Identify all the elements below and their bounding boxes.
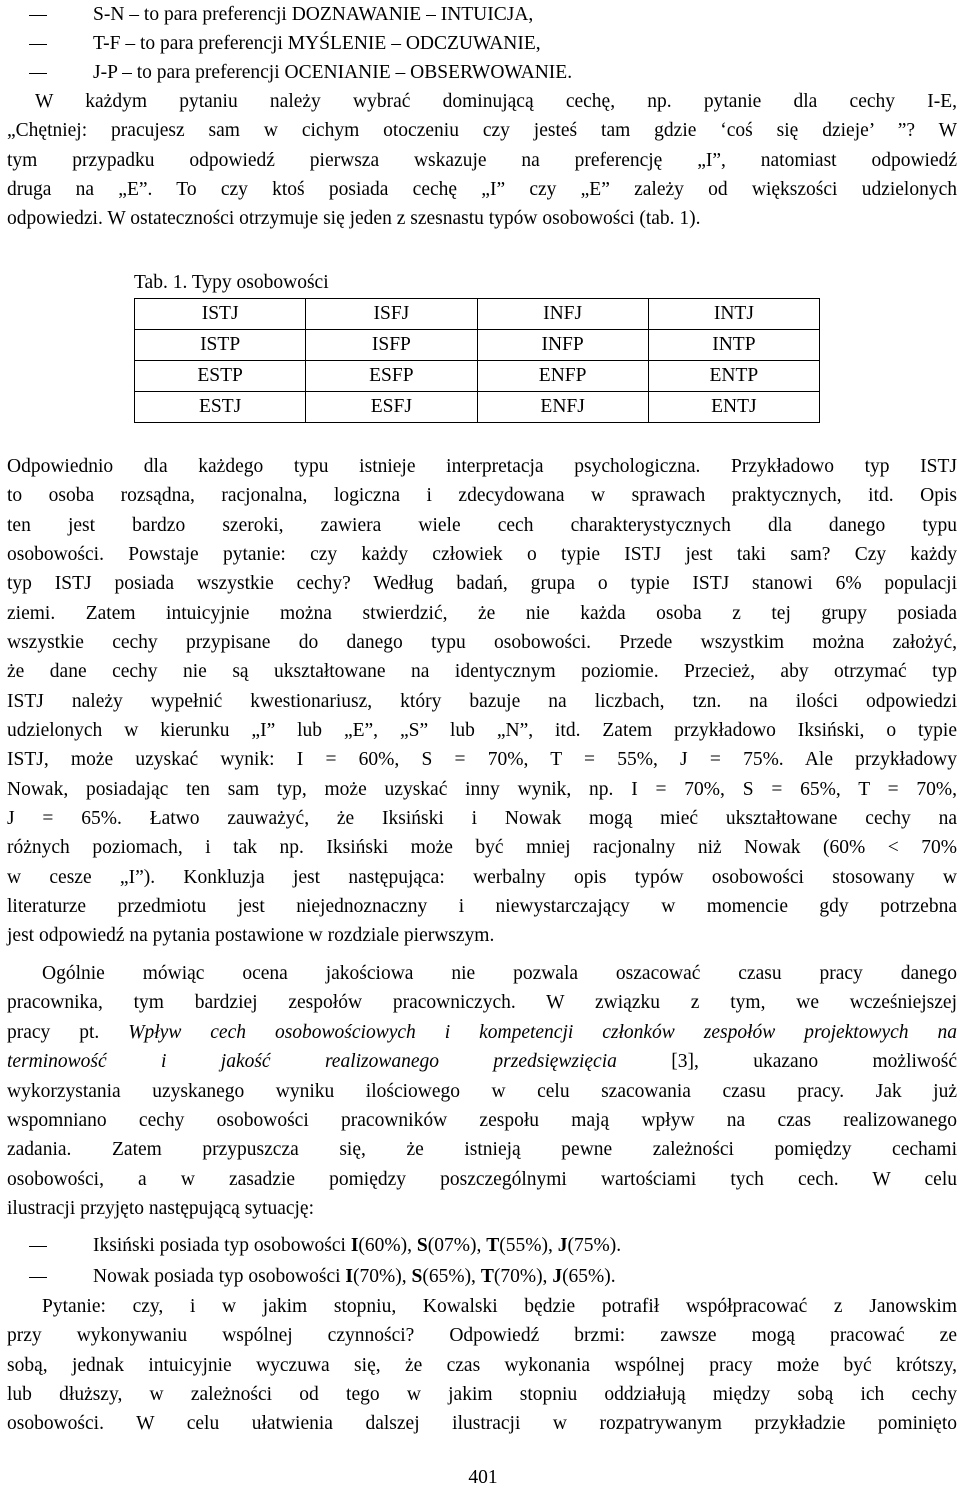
paragraph-text: pracy pt. — [7, 1022, 129, 1043]
dash-bullet — [7, 58, 67, 88]
paragraph-line: odpowiedzi. W ostateczności otrzymuje się jeden z szesnastu typów osobowości (tab. 1). — [7, 208, 701, 229]
bold-trait-letter: T — [480, 1266, 494, 1287]
table-cell: ISTP — [135, 330, 306, 361]
paragraph-line: literaturze przedmiotu jest niejednoznaczny i niewystarczający w momencie gdy potrzebna — [7, 896, 957, 917]
paragraph-line: Ogólnie mówiąc ocena jakościowa nie pozwala oszacować czasu pracy danego — [42, 963, 957, 984]
list-item-text — [93, 1262, 616, 1292]
list-item-run: (70%), — [352, 1266, 412, 1287]
list-item-text — [93, 1231, 621, 1261]
list-item-run: (70%), — [493, 1266, 553, 1287]
paragraph-line: wspomniano cechy osobowości pracowników zespołu mają wpływ na czas realizowanego — [7, 1110, 957, 1131]
table-row — [135, 299, 820, 330]
paragraph-line: osobowości. W celu ułatwienia dalszej ilustracji w rozpatrywanym przykładzie pominięto — [7, 1413, 957, 1434]
personality-types-table — [134, 298, 820, 423]
table-row — [135, 392, 820, 423]
table-cell: ESFP — [306, 361, 477, 392]
paragraph-line: przy wykonywaniu wspólnej czynności? Odpowiedź brzmi: zawsze mogą pracować ze — [7, 1325, 957, 1346]
cited-title-text: terminowość i jakość realizowanego przedsięwzięcia — [7, 1051, 617, 1072]
paragraph-line: Odpowiednio dla każdego typu istnieje interpretacja psychologiczna. Przykładowo typ ISTJ — [7, 456, 957, 477]
paragraph-line: druga na „E”. To czy ktoś posiada cechę „I” czy „E” zależy od większości udzielonych — [7, 179, 957, 200]
paragraph-line: „Chętniej: pracujesz sam w cichym otoczeniu czy jesteś tam gdzie ‘coś się dzieje’ ”? W — [7, 120, 957, 141]
dash-bullet — [7, 1231, 67, 1261]
paragraph-line: zadania. Zatem przypuszcza się, że istnieją pewne zależności pomiędzy cechami — [7, 1139, 957, 1160]
list-item-run: (60%), — [358, 1235, 417, 1256]
list-item-run: Iksiński posiada typ osobowości — [93, 1235, 351, 1256]
paragraph-line: ilustracji przyjęto następującą sytuację: — [7, 1198, 315, 1219]
table-cell: ENFP — [477, 361, 648, 392]
paragraph-line: udzielonych w kierunku „I” lub „E”, „S” lub „N”, itd. Zatem przykładowo Iksiński, o typie — [7, 720, 957, 741]
list-item-run: (55%), — [499, 1235, 558, 1256]
list-item-run: (65%). — [562, 1266, 616, 1287]
paragraph-line: osobowości, a w zasadzie pomiędzy poszczególnymi wartościami tych cech. W celu — [7, 1169, 957, 1190]
table-row — [135, 330, 820, 361]
paragraph-line: Nowak, posiadając ten sam typ, może uzyskać inny wynik, np. I = 70%, S = 65%, T = 70%, — [7, 779, 957, 800]
table-cell: ESTJ — [135, 392, 306, 423]
table-cell: INTJ — [648, 299, 819, 330]
paragraph-line: ISTJ, może uzyskać wynik: I = 60%, S = 70%, T = 55%, J = 75%. Ale przykładowy — [7, 749, 957, 770]
list-item-text: S-N – to para preferencji DOZNAWANIE – INTUICJA, — [93, 4, 534, 25]
paragraph-line: że dane cechy nie są ukształtowane na identycznym poziomie. Przecież, aby otrzymać typ — [7, 661, 957, 682]
paragraph-line: tym przypadku odpowiedź pierwsza wskazuje na preferencję „I”, natomiast odpowiedź — [7, 150, 957, 171]
bold-trait-letter: J — [557, 1235, 568, 1256]
paragraph-line: pracownika, tym bardziej zespołów pracowniczych. W związku z tym, we wcześniejszej — [7, 992, 957, 1013]
table-cell: ENFJ — [477, 392, 648, 423]
paragraph-line: w cesze „I”). Konkluzja jest następująca: werbalny opis typów osobowości stosowany w — [7, 867, 957, 888]
paragraph-line: wykorzystania uzyskanego wyniku ilościowego w celu szacowania czasu pracy. Jak już — [7, 1081, 957, 1102]
table-cell: INFP — [477, 330, 648, 361]
paragraph-line: Pytanie: czy, i w jakim stopniu, Kowalski będzie potrafił współpracować z Janowskim — [42, 1296, 957, 1317]
bold-trait-letter: J — [552, 1266, 563, 1287]
paragraph-line: wszystkie cechy przypisane do danego typu osobowości. Przede wszystkim można założyć, — [7, 632, 957, 653]
list-item-run: (07%), — [427, 1235, 487, 1256]
cited-title-text: Wpływ cech osobowościowych i kompetencji członków zespołów projektowych na — [128, 1022, 957, 1043]
table-cell: ISFP — [306, 330, 477, 361]
paragraph-text: [3], ukazano możliwość — [616, 1051, 957, 1072]
paragraph-line: typ ISTJ posiada wszystkie cechy? Według badań, grupa o typie ISTJ stanowi 6% populacji — [7, 573, 957, 594]
page-number: 401 — [468, 1467, 498, 1488]
paragraph-line: W każdym pytaniu należy wybrać dominującą cechę, np. pytanie dla cechy I-E, — [35, 91, 957, 112]
list-item-run: (75%). — [567, 1235, 622, 1256]
paragraph-line — [7, 1018, 957, 1048]
table-cell: ISFJ — [306, 299, 477, 330]
paragraph-line: osobowości. Powstaje pytanie: czy każdy człowiek o typie ISTJ jest taki sam? Czy każdy — [7, 544, 957, 565]
table-row — [135, 361, 820, 392]
dash-bullet — [7, 1262, 67, 1292]
paragraph-line: ten jest bardzo szeroki, zawiera wiele cech charakterystycznych dla danego typu — [7, 515, 957, 536]
table-cell: ENTP — [648, 361, 819, 392]
paragraph-line — [7, 1047, 957, 1077]
table-cell: INFJ — [477, 299, 648, 330]
table-cell: ISTJ — [135, 299, 306, 330]
bold-trait-letter: T — [486, 1235, 500, 1256]
table-cell: ESFJ — [306, 392, 477, 423]
paragraph-line: lub dłuższy, w zależności od tego w jakim stopniu oddziałują między sobą ich cechy — [7, 1384, 957, 1405]
table-cell: ESTP — [135, 361, 306, 392]
table-cell: INTP — [648, 330, 819, 361]
paragraph-line: różnych poziomach, i tak np. Iksiński może być mniej racjonalny niż Nowak (60% < 70% — [7, 837, 957, 858]
dash-bullet — [7, 29, 67, 59]
paragraph-line: J = 65%. Łatwo zauważyć, że Iksiński i Nowak mogą mieć ukształtowane cechy na — [7, 808, 957, 829]
paragraph-line: to osoba rozsądna, racjonalna, logiczna i zdecydowana w sprawach praktycznych, itd. Opis — [7, 485, 957, 506]
list-item-run: Nowak posiada typ osobowości — [93, 1266, 346, 1287]
dash-bullet — [7, 0, 67, 30]
paragraph-line: ziemi. Zatem intuicyjnie można stwierdzić, że nie każda osoba z tej grupy posiada — [7, 603, 957, 624]
bold-trait-letter: I — [350, 1235, 359, 1256]
paragraph-line: sobą, jednak intuicyjnie wyczuwa się, że czas wykonania wspólnej pracy może być krótszy, — [7, 1355, 957, 1376]
paragraph-line: ISTJ należy wypełnić kwestionariusz, który bazuje na liczbach, tzn. na ilości odpowiedzi — [7, 691, 957, 712]
table-caption: Tab. 1. Typy osobowości — [134, 272, 329, 293]
list-item-text: J-P – to para preferencji OCENIANIE – OBSERWOWANIE. — [93, 62, 573, 83]
paragraph-line: jest odpowiedź na pytania postawione w rozdziale pierwszym. — [7, 925, 495, 946]
list-item-run: (65%), — [422, 1266, 481, 1287]
table-cell: ENTJ — [648, 392, 819, 423]
bold-trait-letter: S — [411, 1266, 423, 1287]
bold-trait-letter: I — [345, 1266, 353, 1287]
bold-trait-letter: S — [416, 1235, 428, 1256]
list-item-text: T-F – to para preferencji MYŚLENIE – ODCZUWANIE, — [93, 33, 541, 54]
